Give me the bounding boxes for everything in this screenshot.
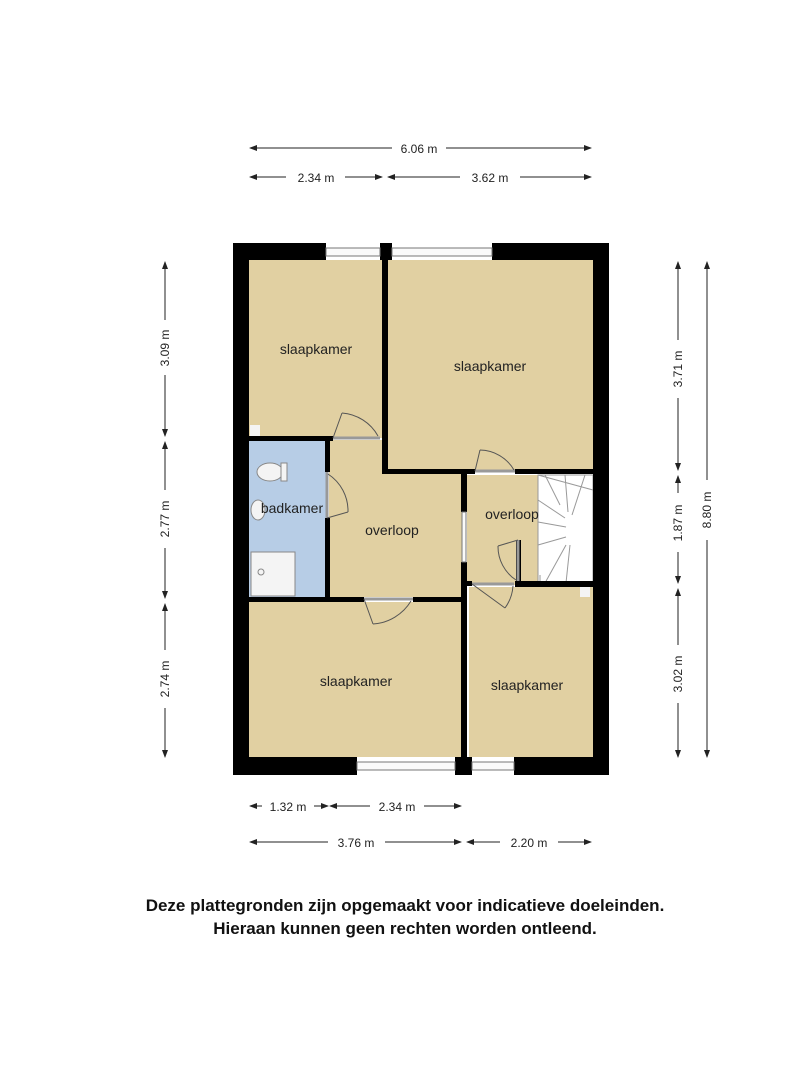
window [392, 248, 492, 256]
room-label-overloop: overloop [485, 506, 539, 522]
window [462, 512, 466, 562]
room-label-slaapkamer: slaapkamer [279, 341, 353, 357]
room-label-slaapkamer: slaapkamer [453, 358, 527, 374]
floor-slaapkamer-bottomright [469, 587, 593, 757]
dimension-label: 3.62 m [471, 171, 509, 185]
shower-icon [251, 552, 295, 596]
dimension-label: 3.02 m [671, 655, 685, 693]
toilet-icon [257, 463, 283, 481]
window [472, 762, 514, 770]
room-label-slaapkamer: slaapkamer [490, 677, 564, 693]
dimension-label: 2.34 m [378, 800, 416, 814]
disclaimer-line-2: Hieraan kunnen geen rechten worden ontleend. [213, 919, 597, 938]
dimension-label: 3.76 m [337, 836, 375, 850]
dimension-label: 1.32 m [269, 800, 307, 814]
dimension-label: 2.74 m [158, 660, 172, 698]
dimension-label: 3.71 m [671, 350, 685, 388]
dimension-label: 8.80 m [700, 491, 714, 529]
floor-overloop-center-upper [329, 440, 385, 472]
dimension-label: 2.34 m [297, 171, 335, 185]
room-label-slaapkamer: slaapkamer [319, 673, 393, 689]
dimension-label: 2.20 m [510, 836, 548, 850]
corner-block [580, 587, 590, 597]
dimension-label: 3.09 m [158, 329, 172, 367]
window [326, 248, 380, 256]
room-label-overloop: overloop [365, 522, 419, 538]
window [357, 762, 455, 770]
staircase [538, 475, 593, 583]
room-label-badkamer: badkamer [260, 500, 324, 516]
dimension-label: 6.06 m [400, 142, 438, 156]
dimension-label: 1.87 m [671, 504, 685, 542]
disclaimer-line-1: Deze plattegronden zijn opgemaakt voor indicatieve doeleinden. [145, 896, 665, 915]
dimension-label: 2.77 m [158, 500, 172, 538]
